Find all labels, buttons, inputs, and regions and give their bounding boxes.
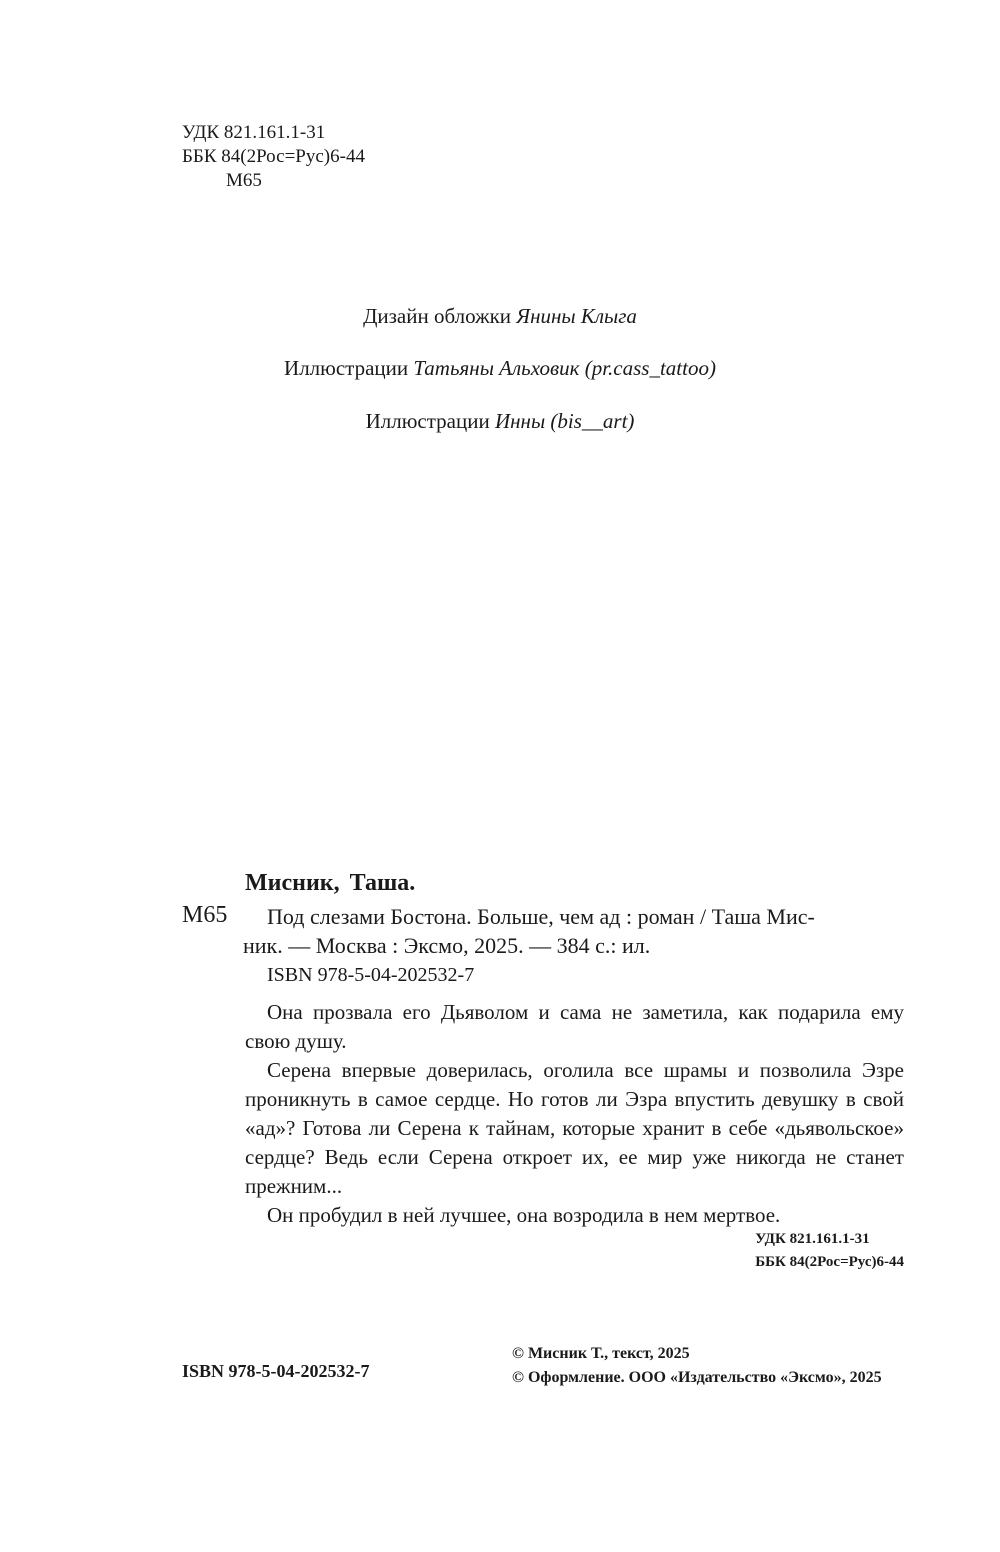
bottom-isbn: ISBN 978-5-04-202532-7 — [182, 1361, 370, 1381]
udk-code: УДК 821.161.1-31 — [755, 1231, 870, 1247]
copyright-block — [512, 1342, 882, 1390]
cover-design-credit — [0, 304, 1000, 329]
bibliographic-description — [243, 902, 904, 960]
credit-label: Иллюстрации — [365, 409, 495, 433]
author-mark: М65 — [226, 170, 262, 191]
illustration-credit-1 — [0, 356, 1000, 381]
annotation-paragraph: Он пробудил в ней лучшее, она возродила в нем мертвое. — [267, 1203, 781, 1227]
annotation — [245, 998, 904, 1230]
credit-name: Татьяны Альховик (pr.cass_tattoo) — [413, 356, 716, 380]
credit-label: Иллюстрации — [284, 356, 414, 380]
annotation-paragraph: Она прозвала его Дьяволом и сама не заметила, как подарила ему свою душу. — [245, 1000, 904, 1053]
annotation-paragraph: Серена впервые доверилась, оголила все шрамы и позволила Эзре проникнуть в самое сердце. Но готов ли Эзра впустить девушку в свой «ад»? Готова ли Серена к тайнам, которые хранит в себе «дьявольское» сердце? Ведь если Серена откроет их, ее мир уже никогда не станет прежним... — [245, 1058, 904, 1198]
copyright-text: © Мисник Т., текст, 2025 — [512, 1345, 690, 1362]
udk-code: УДК 821.161.1-31 — [182, 122, 326, 143]
credit-name: Янины Клыга — [516, 304, 637, 328]
credit-label: Дизайн обложки — [363, 304, 517, 328]
credit-name: Инны (bis__art) — [494, 409, 635, 433]
bbk-code: ББК 84(2Рос=Рус)6-44 — [755, 1254, 904, 1270]
author-heading: Мисник, Таша. — [245, 870, 416, 896]
top-classification-codes — [182, 121, 365, 193]
entry-author-mark: М65 — [182, 902, 228, 928]
illustration-credit-2 — [0, 409, 1000, 434]
copyright-design: © Оформление. ООО «Издательство «Эксмо», 2025 — [512, 1369, 882, 1386]
bbk-code: ББК 84(2Рос=Рус)6-44 — [182, 146, 365, 167]
entry-isbn: ISBN 978-5-04-202532-7 — [267, 964, 475, 986]
bib-line-1: Под слезами Бостона. Больше, чем ад : роман / Таша Мис- — [267, 904, 815, 929]
bottom-classification-codes — [755, 1228, 904, 1274]
bib-line-2: ник. — Москва : Эксмо, 2025. — 384 с.: ил. — [243, 933, 651, 958]
